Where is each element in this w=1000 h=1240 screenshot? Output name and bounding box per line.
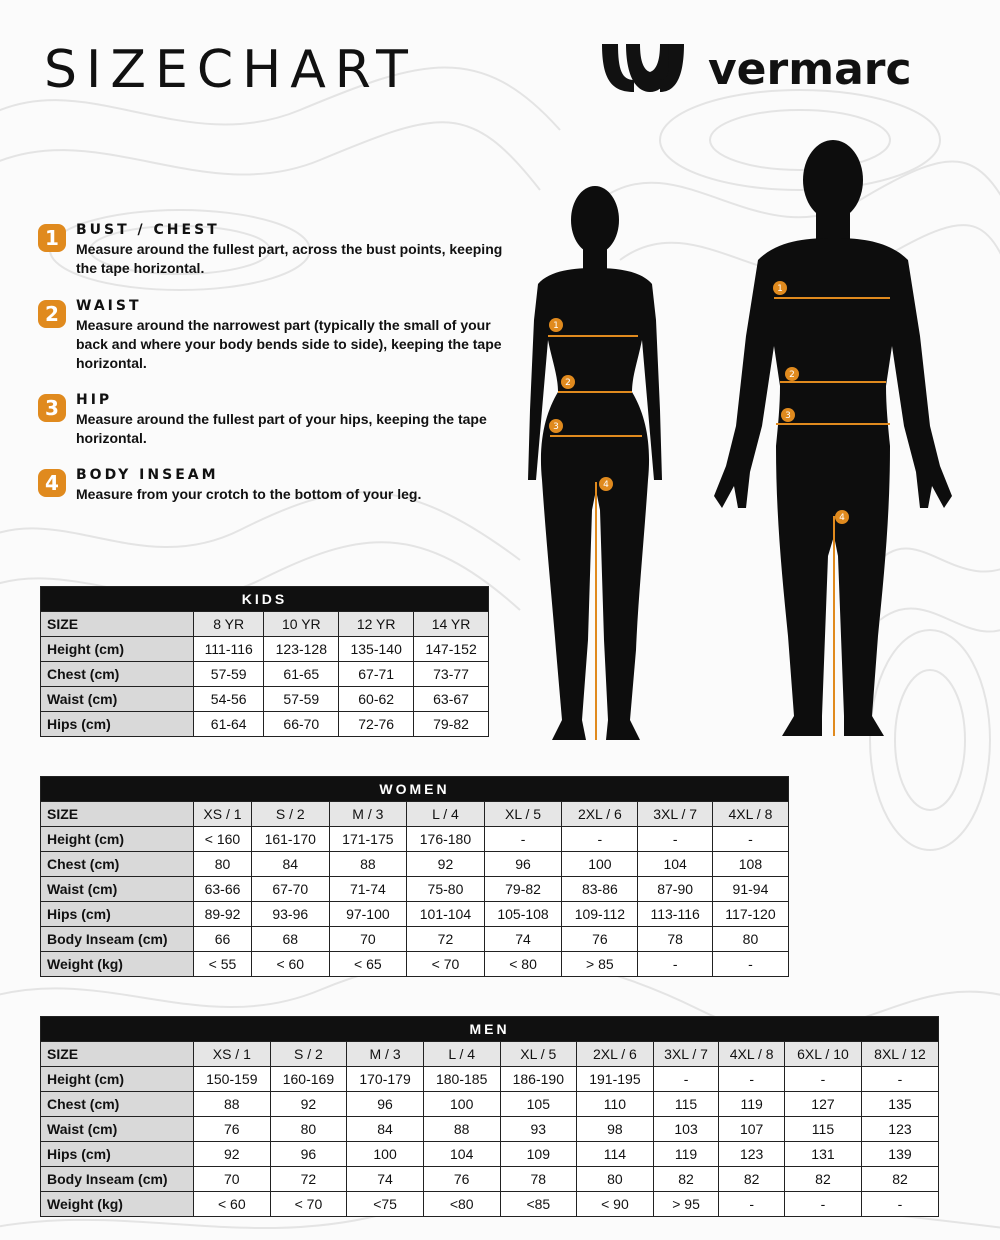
table-cell: 171-175 <box>329 827 407 852</box>
table-cell: 104 <box>638 852 713 877</box>
table-row <box>41 662 489 687</box>
table-row <box>41 637 489 662</box>
size-column-header: S / 2 <box>270 1042 347 1067</box>
table-cell: < 160 <box>194 827 252 852</box>
men-table-body <box>41 1017 939 1217</box>
marker-label: 2 <box>789 370 795 380</box>
table-cell: 109-112 <box>562 902 638 927</box>
table-cell: 74 <box>347 1167 424 1192</box>
kids-size-table <box>40 586 489 737</box>
table-cell: 89-92 <box>194 902 252 927</box>
male-body-silhouette <box>708 136 958 742</box>
instruction-text: Measure around the narrowest part (typically the small of your back and where your body bends side to side), keeping the tape horizontal. <box>76 317 502 371</box>
step-number-badge: 2 <box>38 300 66 328</box>
table-cell: 88 <box>329 852 407 877</box>
table-cell: - <box>638 952 713 977</box>
row-label: Weight (kg) <box>41 952 194 977</box>
table-cell: 73-77 <box>414 662 489 687</box>
table-cell: < 80 <box>484 952 562 977</box>
table-cell: 84 <box>251 852 329 877</box>
table-cell: 96 <box>484 852 562 877</box>
table-row <box>41 1192 939 1217</box>
row-label: Height (cm) <box>41 1067 194 1092</box>
table-cell: 119 <box>719 1092 785 1117</box>
table-row <box>41 1142 939 1167</box>
size-column-header: 2XL / 6 <box>577 1042 654 1067</box>
table-row <box>41 952 789 977</box>
table-cell: - <box>638 827 713 852</box>
marker-label: 1 <box>777 284 783 294</box>
size-column-header: 8XL / 12 <box>861 1042 938 1067</box>
marker-label: 3 <box>553 422 559 432</box>
marker-label: 4 <box>603 480 609 490</box>
table-row <box>41 687 489 712</box>
table-cell: 135-140 <box>339 637 414 662</box>
table-cell: - <box>784 1067 861 1092</box>
size-header-row <box>41 1042 939 1067</box>
table-cell: <80 <box>423 1192 500 1217</box>
page-title: SIZECHART <box>44 40 417 100</box>
row-label: Chest (cm) <box>41 662 194 687</box>
size-label: SIZE <box>41 802 194 827</box>
table-cell: 101-104 <box>407 902 485 927</box>
table-cell: 115 <box>784 1117 861 1142</box>
table-row <box>41 827 789 852</box>
table-cell: 100 <box>423 1092 500 1117</box>
marker-label: 3 <box>785 411 791 421</box>
table-cell: 92 <box>270 1092 347 1117</box>
size-column-header: 3XL / 7 <box>653 1042 719 1067</box>
table-cell: 63-66 <box>194 877 252 902</box>
kids-table-body <box>41 587 489 737</box>
women-table-body <box>41 777 789 977</box>
table-cell: 80 <box>194 852 252 877</box>
row-label: Chest (cm) <box>41 852 194 877</box>
size-column-header: 3XL / 7 <box>638 802 713 827</box>
table-cell: 82 <box>719 1167 785 1192</box>
table-cell: <75 <box>347 1192 424 1217</box>
table-cell: 67-70 <box>251 877 329 902</box>
table-cell: 82 <box>784 1167 861 1192</box>
table-cell: 150-159 <box>194 1067 271 1092</box>
table-cell: 170-179 <box>347 1067 424 1092</box>
size-column-header: 4XL / 8 <box>712 802 788 827</box>
table-cell: 117-120 <box>712 902 788 927</box>
table-cell: 88 <box>194 1092 271 1117</box>
table-cell: 123-128 <box>264 637 339 662</box>
table-cell: 97-100 <box>329 902 407 927</box>
table-cell: 80 <box>712 927 788 952</box>
step-number-badge: 3 <box>38 394 66 422</box>
table-cell: - <box>562 827 638 852</box>
table-cell: 96 <box>347 1092 424 1117</box>
table-cell: 74 <box>484 927 562 952</box>
row-label: Hips (cm) <box>41 712 194 737</box>
table-cell: 72 <box>270 1167 347 1192</box>
table-cell: 93-96 <box>251 902 329 927</box>
table-cell: 109 <box>500 1142 577 1167</box>
table-cell: 108 <box>712 852 788 877</box>
table-cell: 76 <box>423 1167 500 1192</box>
row-label: Body Inseam (cm) <box>41 1167 194 1192</box>
table-cell: 105-108 <box>484 902 562 927</box>
table-cell: 78 <box>500 1167 577 1192</box>
row-label: Hips (cm) <box>41 902 194 927</box>
table-cell: 93 <box>500 1117 577 1142</box>
size-header-row <box>41 802 789 827</box>
instruction-title: BODY INSEAM <box>76 467 219 483</box>
size-column-header: S / 2 <box>251 802 329 827</box>
table-cell: 147-152 <box>414 637 489 662</box>
table-row <box>41 1167 939 1192</box>
table-cell: 76 <box>194 1117 271 1142</box>
table-row <box>41 902 789 927</box>
marker-label: 4 <box>839 513 845 523</box>
table-cell: 84 <box>347 1117 424 1142</box>
table-cell: 186-190 <box>500 1067 577 1092</box>
table-cell: 72 <box>407 927 485 952</box>
table-cell: 70 <box>194 1167 271 1192</box>
table-cell: 82 <box>653 1167 719 1192</box>
table-cell: 61-65 <box>264 662 339 687</box>
table-cell: 70 <box>329 927 407 952</box>
table-cell: 66-70 <box>264 712 339 737</box>
table-cell: 76 <box>562 927 638 952</box>
instruction-text: Measure from your crotch to the bottom of your leg. <box>76 486 422 502</box>
table-cell: 100 <box>347 1142 424 1167</box>
female-body-silhouette <box>520 180 670 746</box>
size-column-header: 4XL / 8 <box>719 1042 785 1067</box>
step-number-badge: 4 <box>38 469 66 497</box>
table-cell: 68 <box>251 927 329 952</box>
table-cell: 103 <box>653 1117 719 1142</box>
table-cell: 191-195 <box>577 1067 654 1092</box>
marker-label: 1 <box>553 321 559 331</box>
table-cell: - <box>712 952 788 977</box>
table-row <box>41 712 489 737</box>
table-cell: 60-62 <box>339 687 414 712</box>
table-cell: 104 <box>423 1142 500 1167</box>
row-label: Height (cm) <box>41 637 194 662</box>
size-column-header: XS / 1 <box>194 802 252 827</box>
brand-name: vermarc <box>708 44 912 95</box>
table-cell: < 90 <box>577 1192 654 1217</box>
size-label: SIZE <box>41 1042 194 1067</box>
table-cell: 96 <box>270 1142 347 1167</box>
row-label: Waist (cm) <box>41 1117 194 1142</box>
size-column-header: 8 YR <box>194 612 264 637</box>
table-cell: <85 <box>500 1192 577 1217</box>
table-cell: > 85 <box>562 952 638 977</box>
row-label: Waist (cm) <box>41 687 194 712</box>
table-cell: - <box>861 1067 938 1092</box>
table-cell: 82 <box>861 1167 938 1192</box>
table-cell: 57-59 <box>264 687 339 712</box>
size-column-header: 2XL / 6 <box>562 802 638 827</box>
table-cell: 57-59 <box>194 662 264 687</box>
table-cell: 80 <box>577 1167 654 1192</box>
table-title: KIDS <box>41 587 489 612</box>
table-cell: 123 <box>719 1142 785 1167</box>
table-cell: - <box>861 1192 938 1217</box>
table-cell: 127 <box>784 1092 861 1117</box>
instruction-text: Measure around the fullest part, across the bust points, keeping the tape horizontal. <box>76 241 503 276</box>
table-cell: 92 <box>407 852 485 877</box>
table-cell: 79-82 <box>484 877 562 902</box>
table-cell: - <box>712 827 788 852</box>
table-row <box>41 852 789 877</box>
men-title-row <box>41 1017 939 1042</box>
table-cell: 79-82 <box>414 712 489 737</box>
row-label: Height (cm) <box>41 827 194 852</box>
table-cell: < 65 <box>329 952 407 977</box>
table-cell: - <box>719 1192 785 1217</box>
table-cell: 67-71 <box>339 662 414 687</box>
row-label: Body Inseam (cm) <box>41 927 194 952</box>
instruction-title: HIP <box>76 392 113 408</box>
instruction-title: BUST / CHEST <box>76 222 220 238</box>
table-cell: 180-185 <box>423 1067 500 1092</box>
table-row <box>41 877 789 902</box>
table-cell: 131 <box>784 1142 861 1167</box>
table-cell: 119 <box>653 1142 719 1167</box>
table-cell: 107 <box>719 1117 785 1142</box>
size-column-header: L / 4 <box>423 1042 500 1067</box>
table-cell: 92 <box>194 1142 271 1167</box>
table-cell: - <box>653 1067 719 1092</box>
instruction-text: Measure around the fullest part of your hips, keeping the tape horizontal. <box>76 411 487 446</box>
table-cell: < 70 <box>407 952 485 977</box>
table-cell: 176-180 <box>407 827 485 852</box>
table-cell: 111-116 <box>194 637 264 662</box>
instruction-title: WAIST <box>76 298 142 314</box>
table-cell: < 60 <box>194 1192 271 1217</box>
table-row <box>41 1092 939 1117</box>
table-cell: 123 <box>861 1117 938 1142</box>
size-column-header: 6XL / 10 <box>784 1042 861 1067</box>
row-label: Chest (cm) <box>41 1092 194 1117</box>
size-column-header: M / 3 <box>347 1042 424 1067</box>
table-cell: 61-64 <box>194 712 264 737</box>
table-cell: - <box>719 1067 785 1092</box>
size-column-header: 14 YR <box>414 612 489 637</box>
table-cell: - <box>484 827 562 852</box>
table-cell: < 55 <box>194 952 252 977</box>
table-row <box>41 1067 939 1092</box>
table-cell: 113-116 <box>638 902 713 927</box>
table-cell: < 70 <box>270 1192 347 1217</box>
table-cell: 100 <box>562 852 638 877</box>
size-column-header: M / 3 <box>329 802 407 827</box>
table-row <box>41 927 789 952</box>
table-cell: 105 <box>500 1092 577 1117</box>
size-column-header: 10 YR <box>264 612 339 637</box>
table-row <box>41 1117 939 1142</box>
table-cell: - <box>784 1192 861 1217</box>
table-cell: 75-80 <box>407 877 485 902</box>
size-header-row <box>41 612 489 637</box>
row-label: Weight (kg) <box>41 1192 194 1217</box>
table-cell: 161-170 <box>251 827 329 852</box>
size-column-header: XL / 5 <box>500 1042 577 1067</box>
table-cell: 72-76 <box>339 712 414 737</box>
table-cell: 71-74 <box>329 877 407 902</box>
table-cell: 88 <box>423 1117 500 1142</box>
women-title-row <box>41 777 789 802</box>
size-column-header: L / 4 <box>407 802 485 827</box>
size-column-header: XL / 5 <box>484 802 562 827</box>
size-column-header: 12 YR <box>339 612 414 637</box>
table-cell: 160-169 <box>270 1067 347 1092</box>
table-cell: 98 <box>577 1117 654 1142</box>
table-cell: 83-86 <box>562 877 638 902</box>
table-cell: 87-90 <box>638 877 713 902</box>
table-title: WOMEN <box>41 777 789 802</box>
table-cell: 139 <box>861 1142 938 1167</box>
table-cell: 63-67 <box>414 687 489 712</box>
vermarc-logo-icon <box>598 40 698 96</box>
row-label: Waist (cm) <box>41 877 194 902</box>
size-column-header: XS / 1 <box>194 1042 271 1067</box>
men-size-table <box>40 1016 939 1217</box>
table-cell: < 60 <box>251 952 329 977</box>
table-cell: > 95 <box>653 1192 719 1217</box>
women-size-table <box>40 776 789 977</box>
table-cell: 91-94 <box>712 877 788 902</box>
row-label: Hips (cm) <box>41 1142 194 1167</box>
table-cell: 78 <box>638 927 713 952</box>
size-label: SIZE <box>41 612 194 637</box>
table-cell: 66 <box>194 927 252 952</box>
table-cell: 115 <box>653 1092 719 1117</box>
table-cell: 54-56 <box>194 687 264 712</box>
table-cell: 110 <box>577 1092 654 1117</box>
kids-title-row <box>41 587 489 612</box>
marker-label: 2 <box>565 378 571 388</box>
step-number-badge: 1 <box>38 224 66 252</box>
table-cell: 135 <box>861 1092 938 1117</box>
table-title: MEN <box>41 1017 939 1042</box>
table-cell: 114 <box>577 1142 654 1167</box>
table-cell: 80 <box>270 1117 347 1142</box>
